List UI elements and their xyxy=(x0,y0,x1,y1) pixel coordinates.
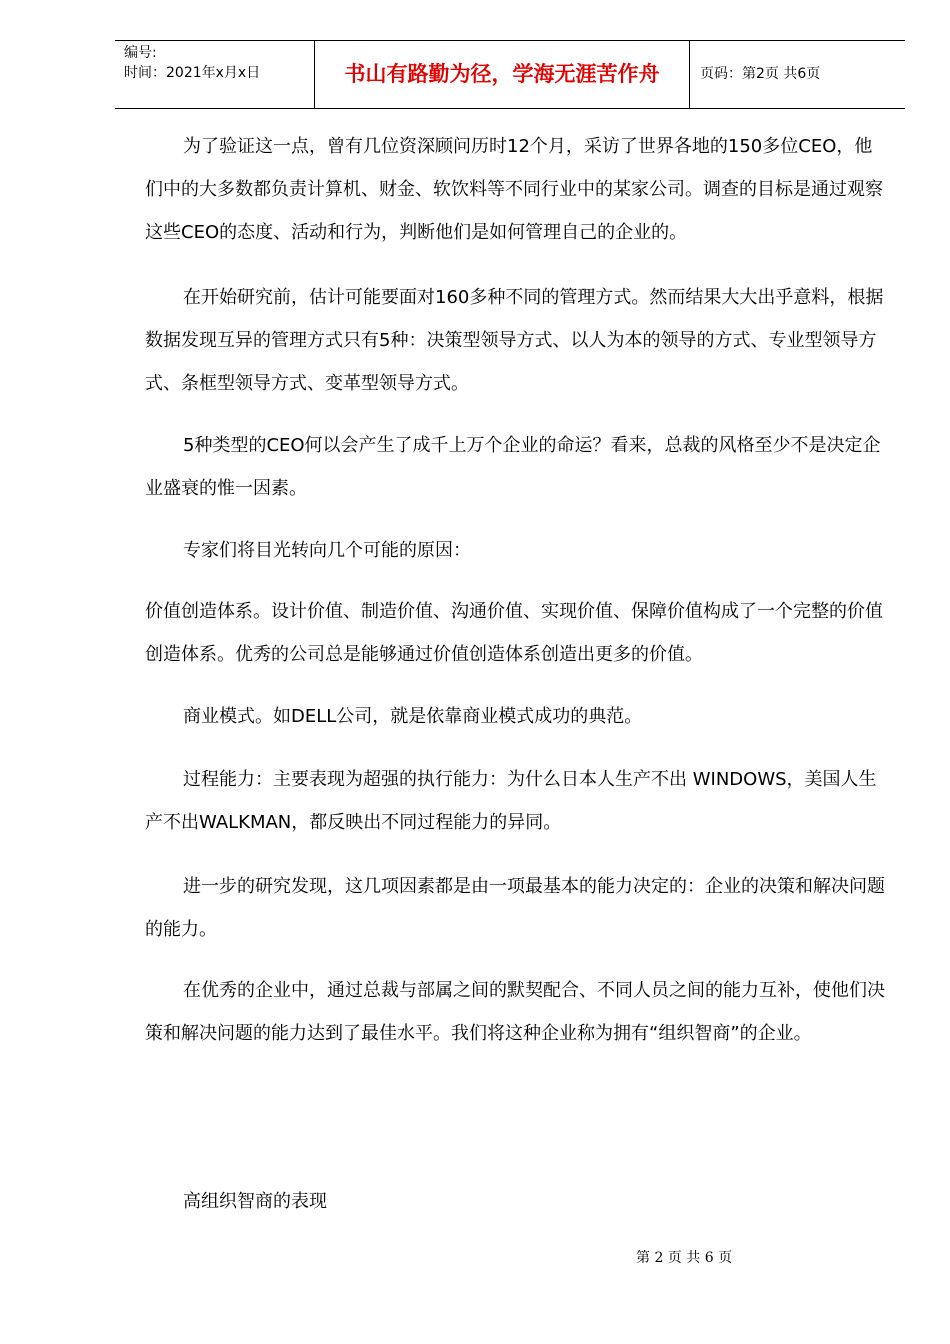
section-heading: 高组织智商的表现 xyxy=(183,1191,327,1212)
paragraph: 在优秀的企业中，通过总裁与部属之间的默契配合、不同人员之间的能力互补，使他们决策和解决问题的能力达到了最佳水平。我们将这种企业称为拥有“组织智商”的企业。 xyxy=(145,980,885,1044)
document-number-label: 编号: xyxy=(124,45,157,61)
page-footer: 第 2 页 共 6 页 xyxy=(636,1250,733,1266)
page-header xyxy=(115,40,905,109)
header-meta-cell xyxy=(115,41,315,108)
header-page-number: 页码：第2页 共6页 xyxy=(700,66,821,82)
paragraph: 商业模式。如DELL公司，就是依靠商业模式成功的典范。 xyxy=(183,706,643,727)
paragraph: 过程能力：主要表现为超强的执行能力：为什么日本人生产不出 WINDOWS，美国人生产不出WALKMAN，都反映出不同过程能力的异同。 xyxy=(145,769,877,833)
paragraph: 5种类型的CEO何以会产生了成千上万个企业的命运？看来，总裁的风格至少不是决定企业盛衰的惟一因素。 xyxy=(145,435,881,499)
paragraph: 为了验证这一点，曾有几位资深顾问历时12个月，采访了世界各地的150多位CEO，他们中的大多数都负责计算机、财金、软饮料等不同行业中的某家公司。调查的目标是通过观察这些CEO的态度、活动和行为，判断他们是如何管理自己的企业的。 xyxy=(145,136,883,243)
header-motto: 书山有路勤为径，学海无涯苦作舟 xyxy=(315,41,690,108)
paragraph: 专家们将目光转向几个可能的原因： xyxy=(183,540,471,561)
paragraph: 在开始研究前，估计可能要面对160多种不同的管理方式。然而结果大大出乎意料，根据数据发现互异的管理方式只有5种：决策型领导方式、以人为本的领导的方式、专业型领导方式、条框型领导方式、变革型领导方式。 xyxy=(145,287,884,394)
paragraph: 价值创造体系。设计价值、制造价值、沟通价值、实现价值、保障价值构成了一个完整的价值创造体系。优秀的公司总是能够通过价值创造体系创造出更多的价值。 xyxy=(145,601,883,665)
paragraph: 进一步的研究发现，这几项因素都是由一项最基本的能力决定的：企业的决策和解决问题的能力。 xyxy=(145,876,885,940)
document-time-label: 时间：2021年x月x日 xyxy=(124,65,261,81)
